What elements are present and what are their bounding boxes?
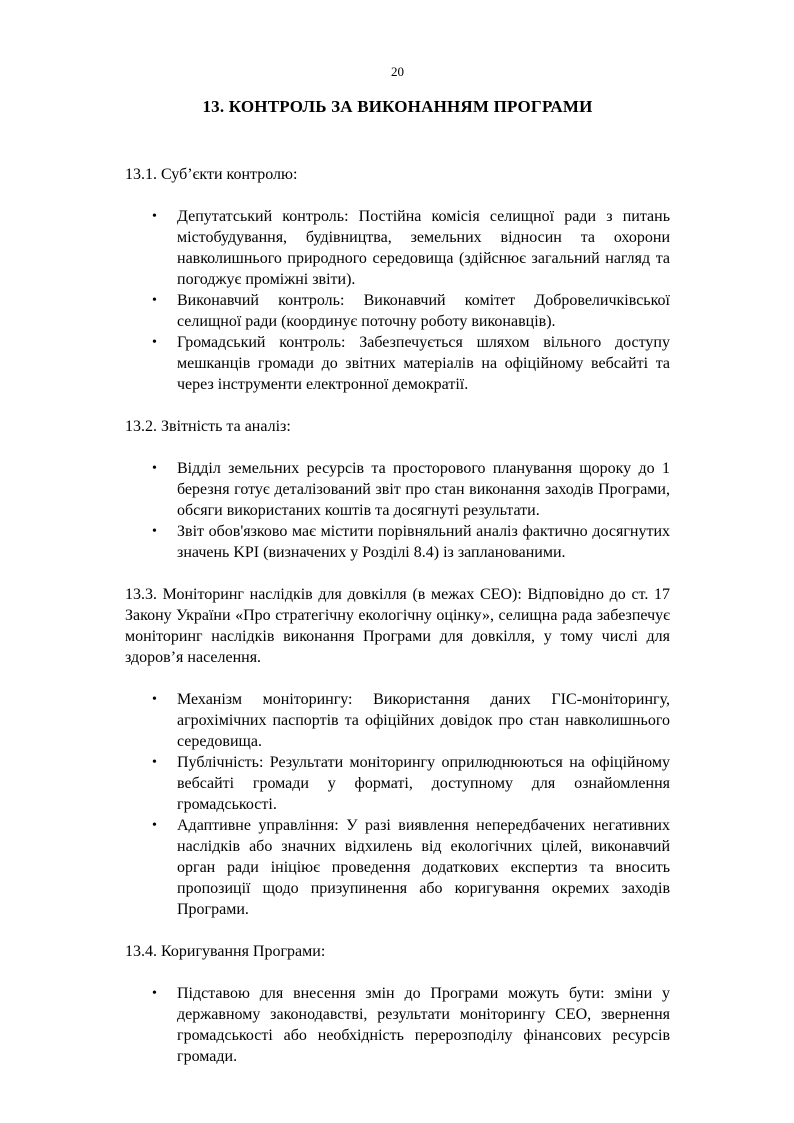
section-13-3-heading: 13.3. Моніторинг наслідків для довкілля (в межах СЕО): Відповідно до ст. 17 Закону України «Про стратегічну екологічну оцінку», селищна рада забезпечує моніторинг наслідків виконання Програми для довкілля, у тому числі для здоров’я населення. [125, 586, 670, 666]
section-13-4-heading: 13.4. Коригування Програми: [125, 943, 326, 960]
section-13-4 [125, 941, 670, 1067]
list-item: • Звіт обов'язково має містити порівняльний аналіз фактично досягнутих значень KPI (визначених у Розділі 8.4) із запланованими. [125, 521, 670, 563]
section-13-3 [125, 584, 670, 920]
list-item: • Відділ земельних ресурсів та просторового планування щороку до 1 березня готує деталізований звіт про стан виконання заходів Програми, обсяги використаних коштів та досягнуті результати. [125, 458, 670, 521]
section-13-1 [125, 164, 670, 395]
list-item: • Публічність: Результати моніторингу оприлюднюються на офіційному вебсайті громади у форматі, доступному для ознайомлення громадськості. [125, 752, 670, 815]
list-item: • Депутатський контроль: Постійна комісія селищної ради з питань містобудування, будівництва, земельних відносин та охорони навколишнього природного середовища (здійснює загальний нагляд та погоджує проміжні звіти). [125, 206, 670, 290]
list-item: • Механізм моніторингу: Використання даних ГІС-моніторингу, агрохімічних паспортів та офіційних довідок про стан навколишнього середовища. [125, 689, 670, 752]
section-13-2-bullet-list [125, 458, 670, 563]
list-item: • Громадський контроль: Забезпечується шляхом вільного доступу мешканців громади до звітних матеріалів на офіційному вебсайті та через інструменти електронної демократії. [125, 332, 670, 395]
section-13-2 [125, 416, 670, 563]
section-13-4-bullet-list [125, 983, 670, 1067]
section-13-3-bullet-list [125, 689, 670, 920]
list-item: • Підставою для внесення змін до Програми можуть бути: зміни у державному законодавстві, результати моніторингу СЕО, звернення громадськості або необхідність перерозподілу фінансових ресурсів громади. [125, 983, 670, 1067]
section-13-1-bullet-list [125, 206, 670, 395]
section-13-2-heading: 13.2. Звітність та аналіз: [125, 418, 291, 435]
page-number: 20 [391, 64, 404, 79]
page-title: 13. КОНТРОЛЬ ЗА ВИКОНАННЯМ ПРОГРАМИ [202, 97, 593, 116]
section-13-1-heading: 13.1. Суб’єкти контролю: [125, 166, 298, 183]
list-item: • Виконавчий контроль: Виконавчий комітет Добровеличківської селищної ради (координує поточну роботу виконавців). [125, 290, 670, 332]
list-item: • Адаптивне управління: У разі виявлення непередбачених негативних наслідків або значних відхилень від екологічних цілей, виконавчий орган ради ініціює проведення додаткових експертиз та вносить пропозиції щодо призупинення або коригування окремих заходів Програми. [125, 815, 670, 920]
